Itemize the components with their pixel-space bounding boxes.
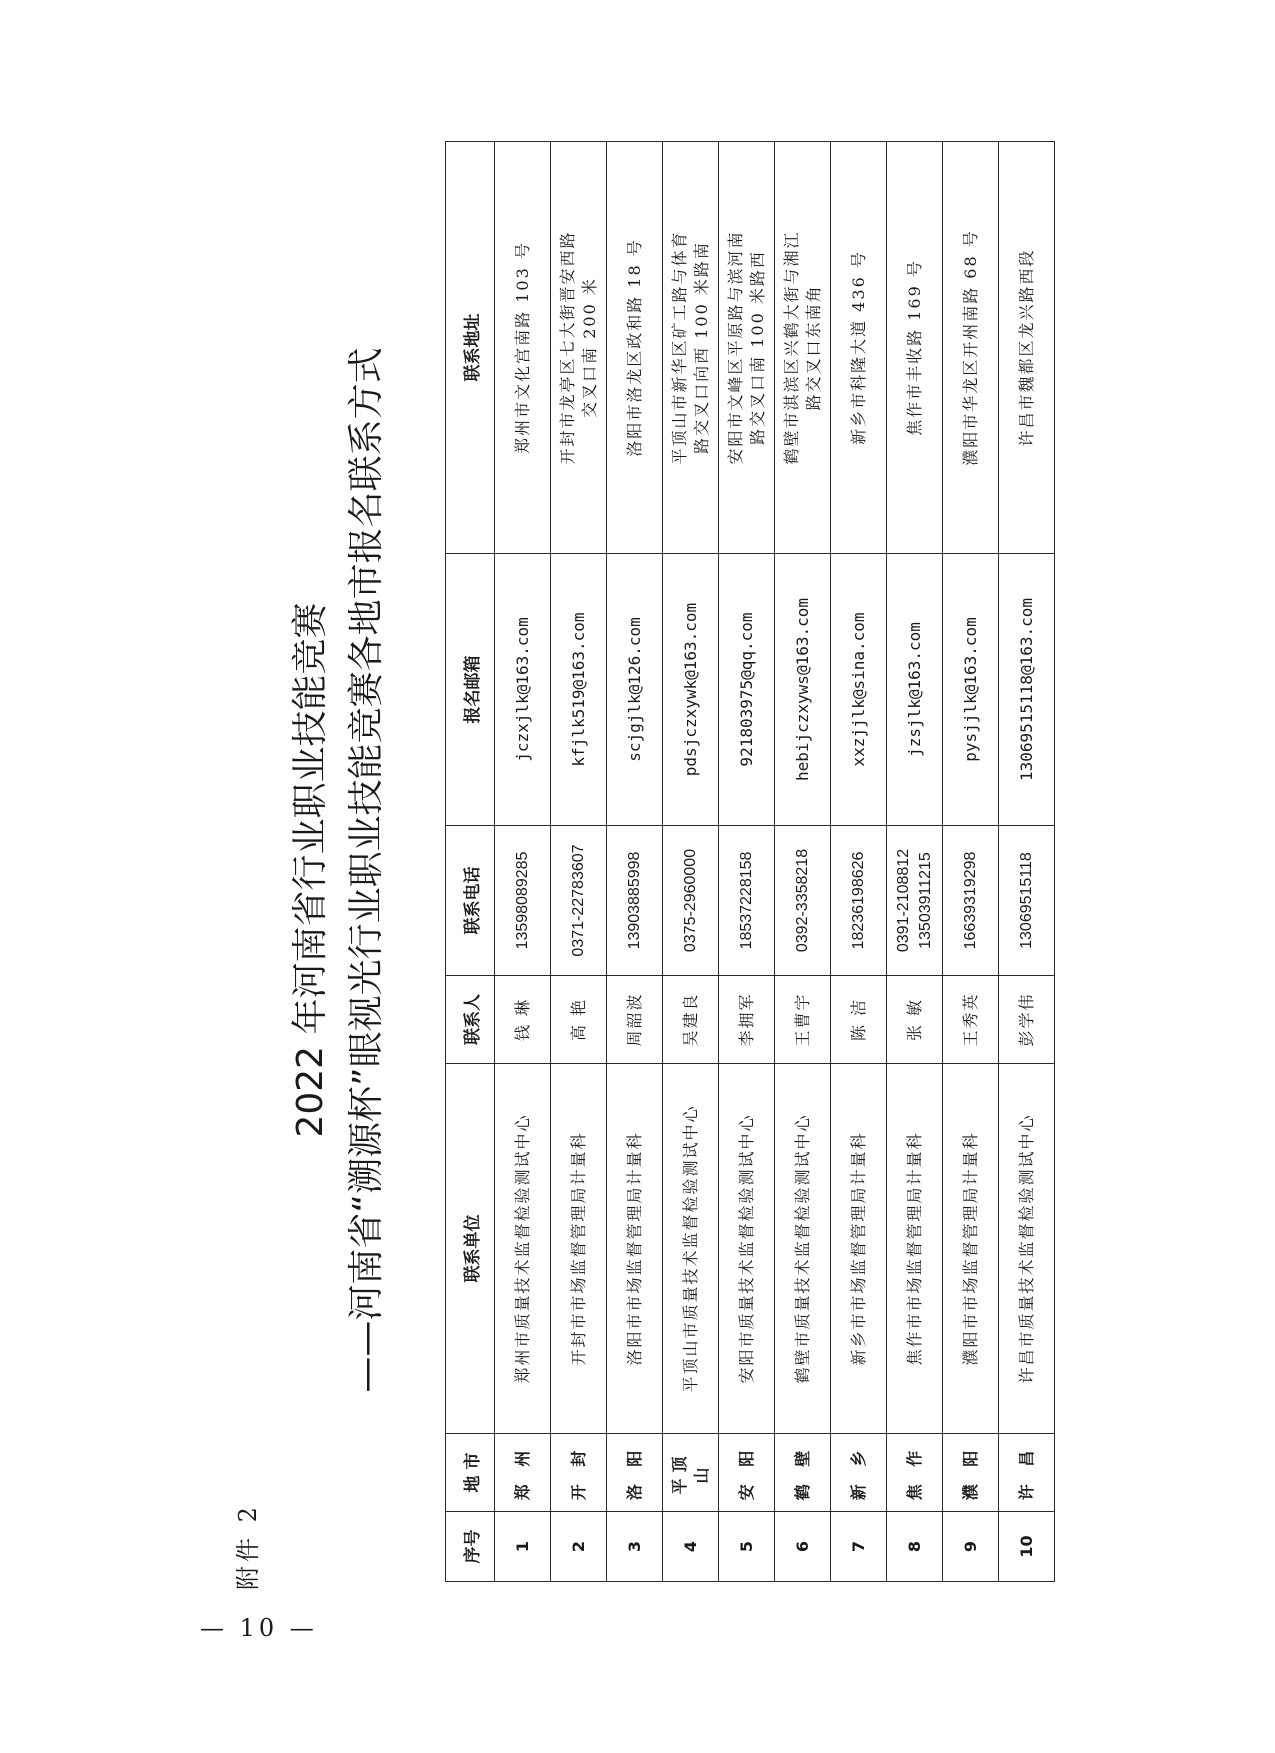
table-row	[551, 142, 607, 1582]
cell-unit-text: 鹤壁市质量技术监督检验测试中心	[792, 1113, 812, 1384]
cell-no-text: 4	[680, 1540, 700, 1553]
cell-person-text: 王秀英	[960, 992, 980, 1047]
cell-no	[999, 1512, 1055, 1582]
cell-person-text: 周韶波	[624, 992, 644, 1047]
cell-person	[999, 976, 1055, 1064]
cell-address	[663, 142, 719, 554]
cell-email-text: 921803975@qq.com	[736, 612, 756, 767]
table-header-row	[446, 142, 495, 1582]
cell-person-text: 钱 琳	[512, 997, 532, 1042]
header-city: 地 市	[446, 1434, 495, 1512]
table-row	[607, 142, 663, 1582]
cell-phone-text: 13503911215	[916, 852, 934, 949]
table-row	[831, 142, 887, 1582]
header-phone: 联系电话	[446, 826, 495, 976]
cell-person	[495, 976, 551, 1064]
cell-person-text: 李拥军	[736, 992, 756, 1047]
table-row	[775, 142, 831, 1582]
cell-address-text: 濮阳市华龙区开州南路 68 号	[960, 229, 980, 466]
cell-no	[943, 1512, 999, 1582]
annex-label: 附件 2	[234, 1503, 262, 1590]
cell-email	[887, 554, 943, 826]
cell-no-text: 1	[512, 1540, 532, 1553]
cell-no	[887, 1512, 943, 1582]
cell-city-text: 濮 阳	[960, 1444, 980, 1501]
cell-phone-text: 13598089285	[513, 851, 531, 950]
cell-person	[887, 976, 943, 1064]
cell-city	[775, 1434, 831, 1512]
cell-address	[943, 142, 999, 554]
table-row	[999, 142, 1055, 1582]
cell-person-text: 吴建良	[680, 992, 700, 1047]
cell-unit-text: 许昌市质量技术监督检验测试中心	[1016, 1113, 1036, 1384]
cell-person	[551, 976, 607, 1064]
cell-city	[887, 1434, 943, 1512]
table-body	[495, 142, 1055, 1582]
header-address: 联系地址	[446, 142, 495, 554]
cell-address-text: 郑州市文化宫南路 103 号	[512, 241, 532, 454]
cell-unit-text: 洛阳市市场监督管理局计量科	[624, 1131, 644, 1366]
cell-phone-text: 18537228158	[737, 851, 755, 950]
cell-person	[719, 976, 775, 1064]
cell-phone-text: 0371-22783607	[569, 844, 587, 957]
cell-person-text: 张 敏	[904, 997, 924, 1042]
cell-city	[663, 1434, 719, 1512]
cell-email	[551, 554, 607, 826]
rotated-page-content	[200, 150, 1080, 1590]
cell-no	[495, 1512, 551, 1582]
cell-city-text: 平顶山	[669, 1450, 711, 1495]
cell-email-text: 13069515118@163.com	[1016, 597, 1036, 782]
cell-city	[831, 1434, 887, 1512]
header-email: 报名邮箱	[446, 554, 495, 826]
cell-person	[607, 976, 663, 1064]
cell-unit	[831, 1064, 887, 1434]
cell-email	[495, 554, 551, 826]
cell-phone	[607, 826, 663, 976]
header-no: 序号	[446, 1512, 495, 1582]
cell-address-text: 鹤壁市淇滨区兴鹤大街与湘江	[781, 230, 801, 465]
cell-unit-text: 安阳市质量技术监督检验测试中心	[736, 1113, 756, 1384]
cell-email	[775, 554, 831, 826]
cell-person	[663, 976, 719, 1064]
cell-unit	[775, 1064, 831, 1434]
cell-unit	[495, 1064, 551, 1434]
cell-address	[775, 142, 831, 554]
cell-no-text: 8	[904, 1540, 924, 1553]
cell-person	[831, 976, 887, 1064]
cell-email	[663, 554, 719, 826]
cell-phone	[663, 826, 719, 976]
cell-city-text: 郑 州	[512, 1444, 532, 1501]
cell-phone-text: 13069515118	[1017, 852, 1035, 949]
cell-address-text: 路交叉口东南角	[803, 284, 823, 411]
cell-phone	[887, 826, 943, 976]
cell-no-text: 6	[792, 1540, 812, 1553]
cell-person-text: 彭学伟	[1016, 992, 1036, 1047]
cell-address-text: 焦作市丰收路 169 号	[904, 259, 924, 436]
cell-address	[999, 142, 1055, 554]
page-subtitle: ——河南省“溯源杯”眼视光行业职业技能竞赛各地市报名联系方式	[346, 347, 387, 1393]
cell-email-text: kfjlk519@163.com	[568, 612, 588, 767]
cell-unit-text: 濮阳市市场监督管理局计量科	[960, 1131, 980, 1366]
cell-unit	[887, 1064, 943, 1434]
cell-city	[943, 1434, 999, 1512]
cell-unit	[551, 1064, 607, 1434]
cell-address-text: 路交叉口向西 100 米路南	[691, 241, 711, 454]
cell-address	[719, 142, 775, 554]
cell-phone-text: 0391-2108812	[894, 848, 912, 953]
cell-no-text: 7	[848, 1540, 868, 1553]
cell-no	[663, 1512, 719, 1582]
cell-city	[607, 1434, 663, 1512]
cell-no	[775, 1512, 831, 1582]
cell-address	[607, 142, 663, 554]
table-row	[663, 142, 719, 1582]
table-row	[943, 142, 999, 1582]
cell-address-text: 洛阳市洛龙区政和路 18 号	[624, 238, 644, 457]
cell-no-text: 2	[568, 1540, 588, 1553]
cell-address-text: 开封市龙亭区七大街晋安西路	[557, 230, 577, 465]
cell-phone-text: 13903885998	[625, 851, 643, 950]
cell-phone-text: 0392-3358218	[793, 848, 811, 953]
cell-address-text: 路交叉口南 100 米路西	[747, 250, 767, 445]
cell-no-text: 5	[736, 1540, 756, 1553]
cell-person-text: 陈 洁	[848, 997, 868, 1042]
cell-email-text: jczxjlk@163.com	[512, 617, 532, 762]
cell-phone-text: 16639319298	[961, 851, 979, 950]
cell-email-text: xxzjjlk@sina.com	[848, 612, 868, 767]
cell-unit-text: 新乡市市场监督管理局计量科	[848, 1131, 868, 1366]
contact-table	[445, 141, 1055, 1582]
cell-unit-text: 焦作市市场监督管理局计量科	[904, 1131, 924, 1366]
cell-city-text: 焦 作	[904, 1444, 924, 1501]
page-number: — 10 —	[200, 1614, 318, 1642]
cell-person-text: 高 艳	[568, 997, 588, 1042]
cell-phone	[999, 826, 1055, 976]
cell-email	[943, 554, 999, 826]
cell-email-text: scjgjlk@126.com	[624, 617, 644, 762]
cell-city	[999, 1434, 1055, 1512]
cell-phone	[831, 826, 887, 976]
cell-person	[775, 976, 831, 1064]
cell-address-text: 平顶山市新华区矿工路与体育	[669, 230, 689, 465]
cell-no	[607, 1512, 663, 1582]
table-row	[887, 142, 943, 1582]
cell-email-text: hebijczxyws@163.com	[792, 597, 812, 782]
cell-address-text: 交叉口南 200 米	[579, 277, 599, 418]
cell-no-text: 3	[624, 1540, 644, 1553]
cell-city-text: 洛 阳	[624, 1444, 644, 1501]
header-person: 联系人	[446, 976, 495, 1064]
cell-unit-text: 郑州市质量技术监督检验测试中心	[512, 1113, 532, 1384]
cell-unit	[999, 1064, 1055, 1434]
cell-phone	[495, 826, 551, 976]
cell-city	[719, 1434, 775, 1512]
cell-no	[551, 1512, 607, 1582]
cell-city-text: 新 乡	[848, 1444, 868, 1501]
cell-unit-text: 开封市市场监督管理局计量科	[568, 1131, 588, 1366]
cell-city	[495, 1434, 551, 1512]
cell-no	[719, 1512, 775, 1582]
cell-no	[831, 1512, 887, 1582]
cell-city-text: 开 封	[568, 1444, 588, 1501]
cell-person-text: 王曹宇	[792, 992, 812, 1047]
cell-email-text: pdsjczxywk@163.com	[680, 602, 700, 777]
cell-unit	[607, 1064, 663, 1434]
cell-phone	[719, 826, 775, 976]
table-row	[495, 142, 551, 1582]
cell-email	[999, 554, 1055, 826]
cell-address	[831, 142, 887, 554]
cell-email-text: pysjjlk@163.com	[960, 617, 980, 762]
cell-no-text: 10	[1016, 1535, 1036, 1558]
cell-email	[607, 554, 663, 826]
cell-city	[551, 1434, 607, 1512]
cell-unit	[719, 1064, 775, 1434]
cell-phone	[551, 826, 607, 976]
cell-email	[719, 554, 775, 826]
cell-phone	[775, 826, 831, 976]
cell-email	[831, 554, 887, 826]
cell-phone	[943, 826, 999, 976]
cell-unit	[943, 1064, 999, 1434]
cell-unit	[663, 1064, 719, 1434]
table-row	[719, 142, 775, 1582]
cell-address-text: 新乡市科隆大道 436 号	[848, 250, 868, 445]
cell-address	[495, 142, 551, 554]
cell-city-text: 安 阳	[736, 1444, 756, 1501]
cell-phone-text: 18236198626	[849, 851, 867, 950]
cell-city-text: 许 昌	[1016, 1444, 1036, 1501]
cell-address-text: 许昌市魏都区龙兴路西段	[1016, 248, 1036, 447]
cell-address	[887, 142, 943, 554]
cell-address	[551, 142, 607, 554]
cell-phone-text: 0375-2960000	[681, 848, 699, 953]
header-unit: 联系单位	[446, 1064, 495, 1434]
cell-address-text: 安阳市文峰区平原路与滨河南	[725, 230, 745, 465]
cell-no-text: 9	[960, 1540, 980, 1553]
page-title: 2022 年河南省行业职业技能竞赛	[290, 602, 331, 1138]
cell-email-text: jzsjlk@163.com	[904, 622, 924, 757]
cell-unit-text: 平顶山市质量技术监督检验测试中心	[680, 1104, 700, 1393]
cell-city-text: 鹤 壁	[792, 1444, 812, 1501]
cell-person	[943, 976, 999, 1064]
